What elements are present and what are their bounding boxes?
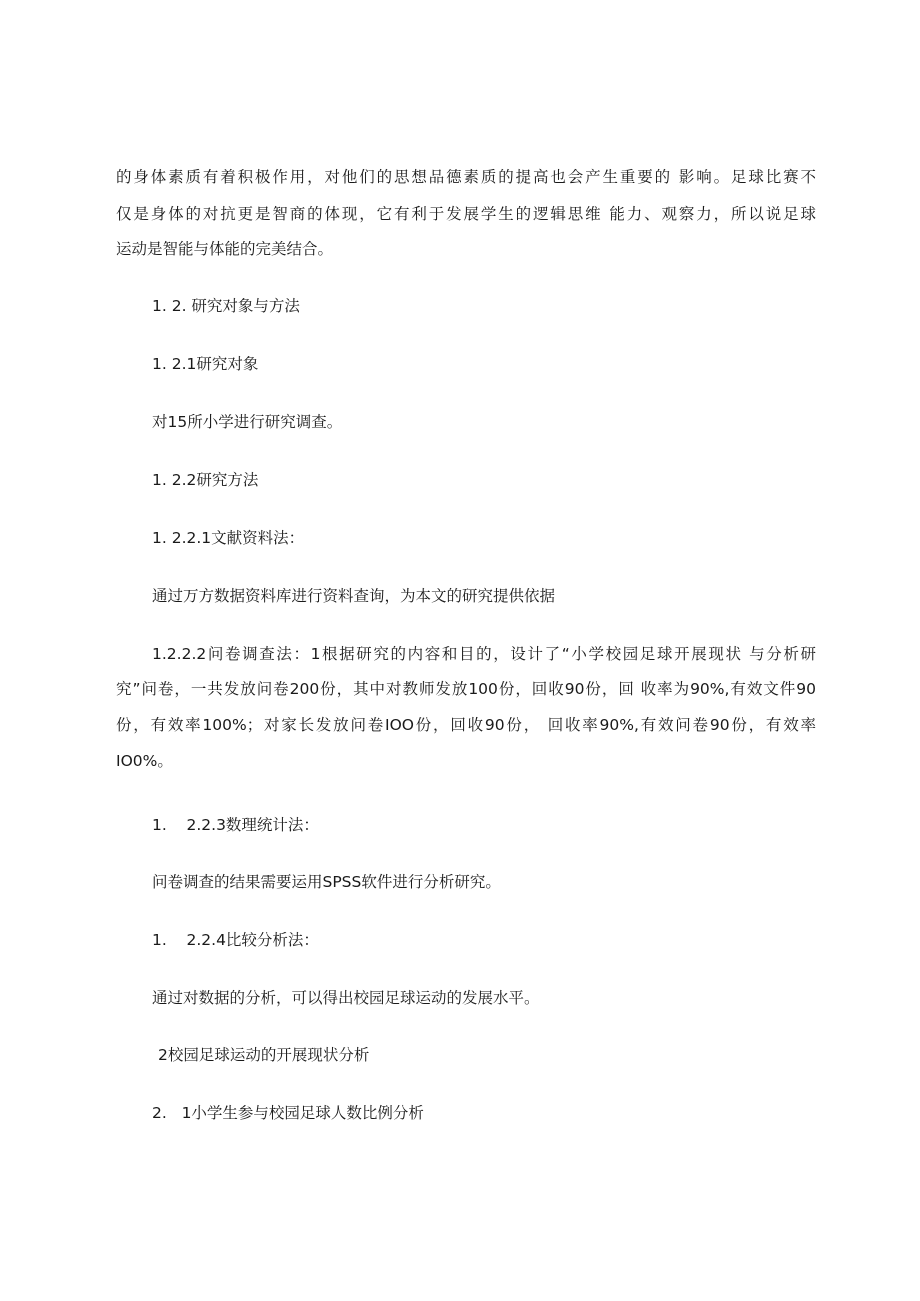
intro-paragraph-line-1: 的身体素质有着积极作用，对他们的思想品德素质的提高也会产生重要的 影响。足球比赛不 (116, 168, 816, 186)
section-heading-1-2: 1. 2. 研究对象与方法 (152, 297, 300, 315)
statistics-method-text: 问卷调查的结果需要运用SPSS软件进行分析研究。 (152, 873, 501, 891)
questionnaire-paragraph-line-3: 份，有效率100%；对家长发放问卷IOO份，回收90份， 回收率90%,有效问卷90份，有效率 (116, 716, 816, 734)
section-heading-1-2-2-1: 1. 2.2.1文献资料法： (152, 529, 305, 547)
section-heading-2-1: 2. 1小学生参与校园足球人数比例分析 (152, 1104, 424, 1122)
comparison-method-text: 通过对数据的分析，可以得出校园足球运动的发展水平。 (152, 989, 540, 1007)
section-heading-1-2-2-3: 1. 2.2.3数理统计法： (152, 816, 319, 834)
section-heading-1-2-2-4: 1. 2.2.4比较分析法： (152, 931, 319, 949)
questionnaire-paragraph-line-2: 究”问卷，一共发放问卷200份，其中对教师发放100份，回收90份，回 收率为90%,有效文件90 (116, 680, 816, 698)
intro-paragraph-line-3: 运动是智能与体能的完美结合。 (116, 240, 334, 258)
questionnaire-paragraph-line-1: 1.2.2.2问卷调查法：1根据研究的内容和目的，设计了“小学校园足球开展现状 与分析研 (152, 645, 816, 663)
section-heading-2: 2校园足球运动的开展现状分析 (158, 1046, 370, 1064)
literature-method-text: 通过万方数据资料库进行资料查询，为本文的研究提供依据 (152, 587, 556, 605)
section-heading-1-2-2: 1. 2.2研究方法 (152, 471, 259, 489)
section-heading-1-2-1: 1. 2.1研究对象 (152, 355, 259, 373)
questionnaire-paragraph-line-4: IO0%。 (116, 752, 173, 770)
intro-paragraph-line-2: 仅是身体的对抗更是智商的体现，它有利于发展学生的逻辑思维 能力、观察力，所以说足球 (116, 205, 816, 223)
research-subject-text: 对15所小学进行研究调查。 (152, 413, 343, 431)
